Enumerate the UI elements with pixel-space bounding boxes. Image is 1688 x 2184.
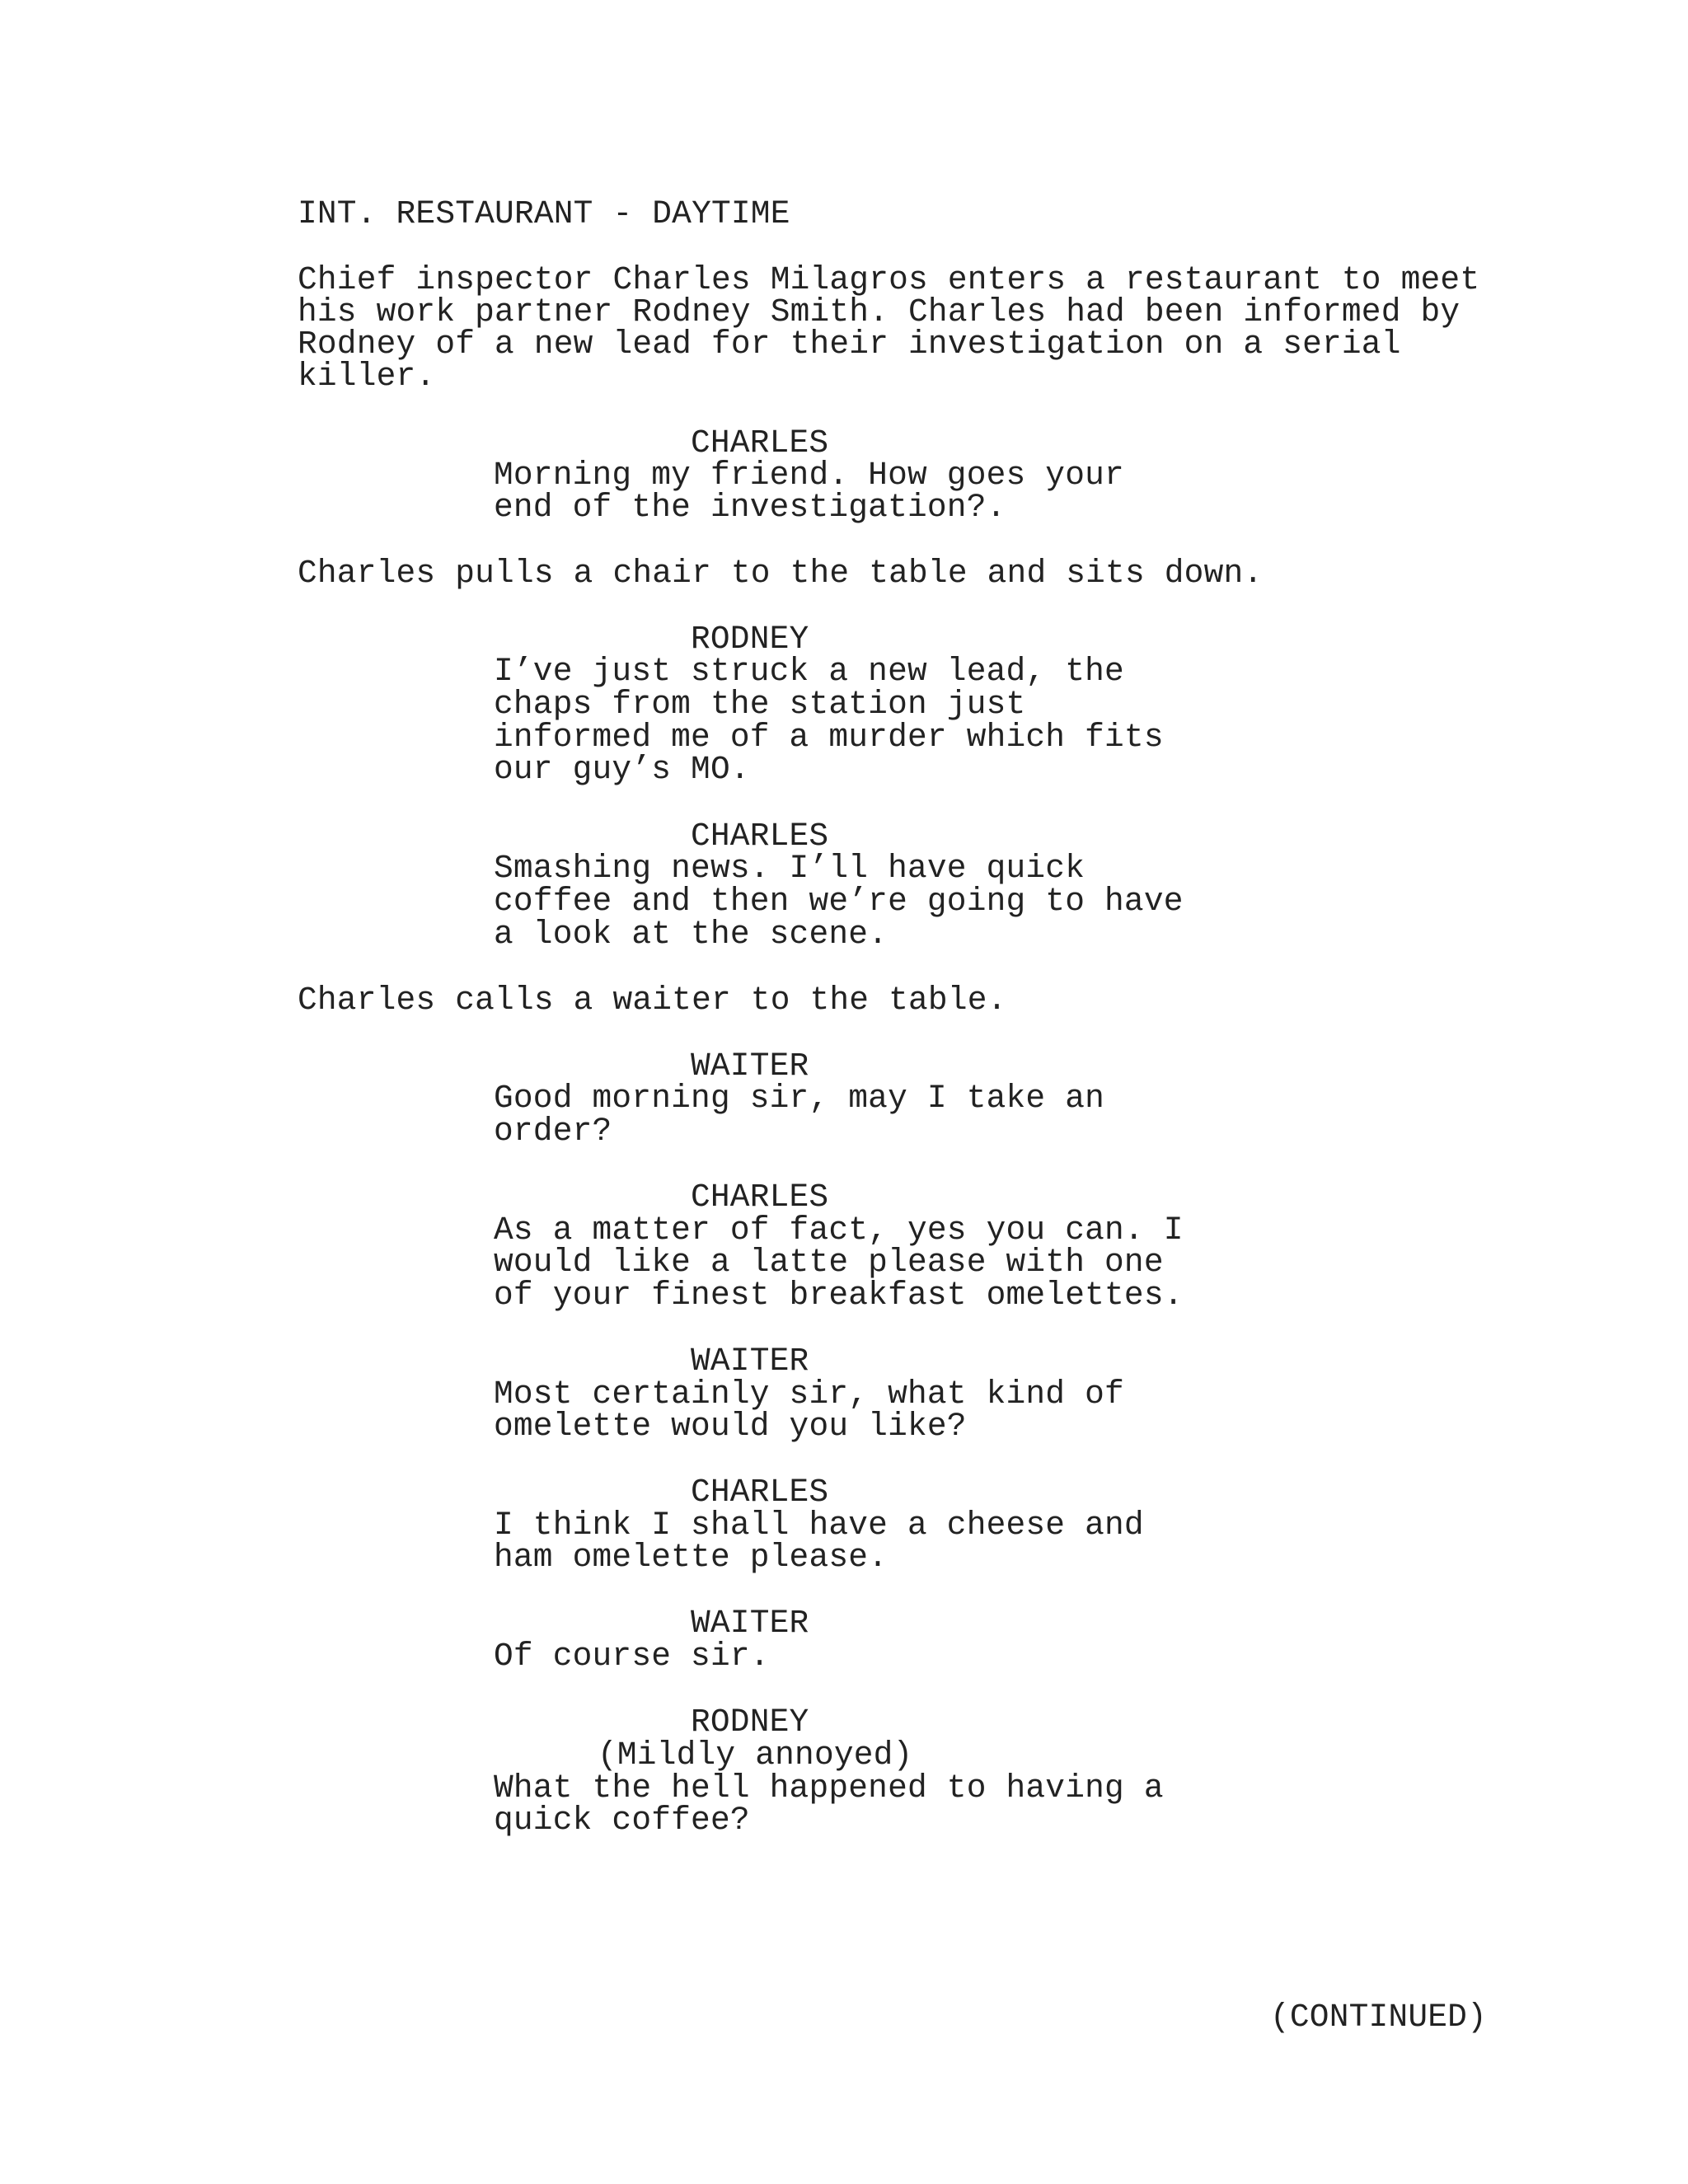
- dialogue-line: omelette would you like?: [494, 1408, 967, 1445]
- parenthetical: (Mildly annoyed): [598, 1736, 913, 1774]
- dialogue-line: What the hell happened to having a: [494, 1769, 1164, 1807]
- dialogue-line: end of the investigation?.: [494, 489, 1006, 526]
- dialogue-line: I think I shall have a cheese and: [494, 1507, 1144, 1544]
- dialogue-line: would like a latte please with one: [494, 1244, 1164, 1281]
- dialogue-line: chaps from the station just: [494, 686, 1026, 723]
- dialogue-line: Good morning sir, may I take an: [494, 1080, 1105, 1117]
- continued-marker: (CONTINUED): [1270, 1999, 1487, 2036]
- action-line: Rodney of a new lead for their investigation on a serial: [298, 326, 1401, 363]
- dialogue-line: of your finest breakfast omelettes.: [494, 1277, 1184, 1314]
- dialogue-line: our guy’s MO.: [494, 751, 750, 788]
- character-cue: CHARLES: [691, 818, 829, 855]
- character-cue: WAITER: [691, 1047, 809, 1085]
- dialogue-line: Morning my friend. How goes your: [494, 457, 1124, 494]
- dialogue-line: Smashing news. I’ll have quick: [494, 850, 1085, 887]
- character-cue: CHARLES: [691, 424, 829, 462]
- action-line: Chief inspector Charles Milagros enters a restaurant to meet: [298, 261, 1480, 298]
- action-line: Charles pulls a chair to the table and sits down.: [298, 555, 1264, 592]
- dialogue-line: a look at the scene.: [494, 916, 889, 953]
- dialogue-line: coffee and then we’re going to have: [494, 883, 1184, 920]
- character-cue: RODNEY: [691, 621, 809, 658]
- dialogue-line: quick coffee?: [494, 1802, 750, 1839]
- character-cue: WAITER: [691, 1343, 809, 1380]
- character-cue: CHARLES: [691, 1179, 829, 1216]
- character-cue: CHARLES: [691, 1474, 829, 1511]
- dialogue-line: As a matter of fact, yes you can. I: [494, 1212, 1184, 1249]
- dialogue-line: informed me of a murder which fits: [494, 719, 1164, 756]
- dialogue-line: ham omelette please.: [494, 1539, 889, 1576]
- character-cue: RODNEY: [691, 1704, 809, 1741]
- dialogue-line: order?: [494, 1113, 612, 1150]
- dialogue-line: I’ve just struck a new lead, the: [494, 653, 1124, 690]
- action-line: his work partner Rodney Smith. Charles had been informed by: [298, 293, 1461, 330]
- action-line: Charles calls a waiter to the table.: [298, 982, 1007, 1019]
- action-line: killer.: [298, 358, 436, 395]
- dialogue-line: Most certainly sir, what kind of: [494, 1376, 1124, 1413]
- scene-heading: INT. RESTAURANT - DAYTIME: [298, 195, 790, 232]
- character-cue: WAITER: [691, 1605, 809, 1642]
- dialogue-line: Of course sir.: [494, 1638, 770, 1675]
